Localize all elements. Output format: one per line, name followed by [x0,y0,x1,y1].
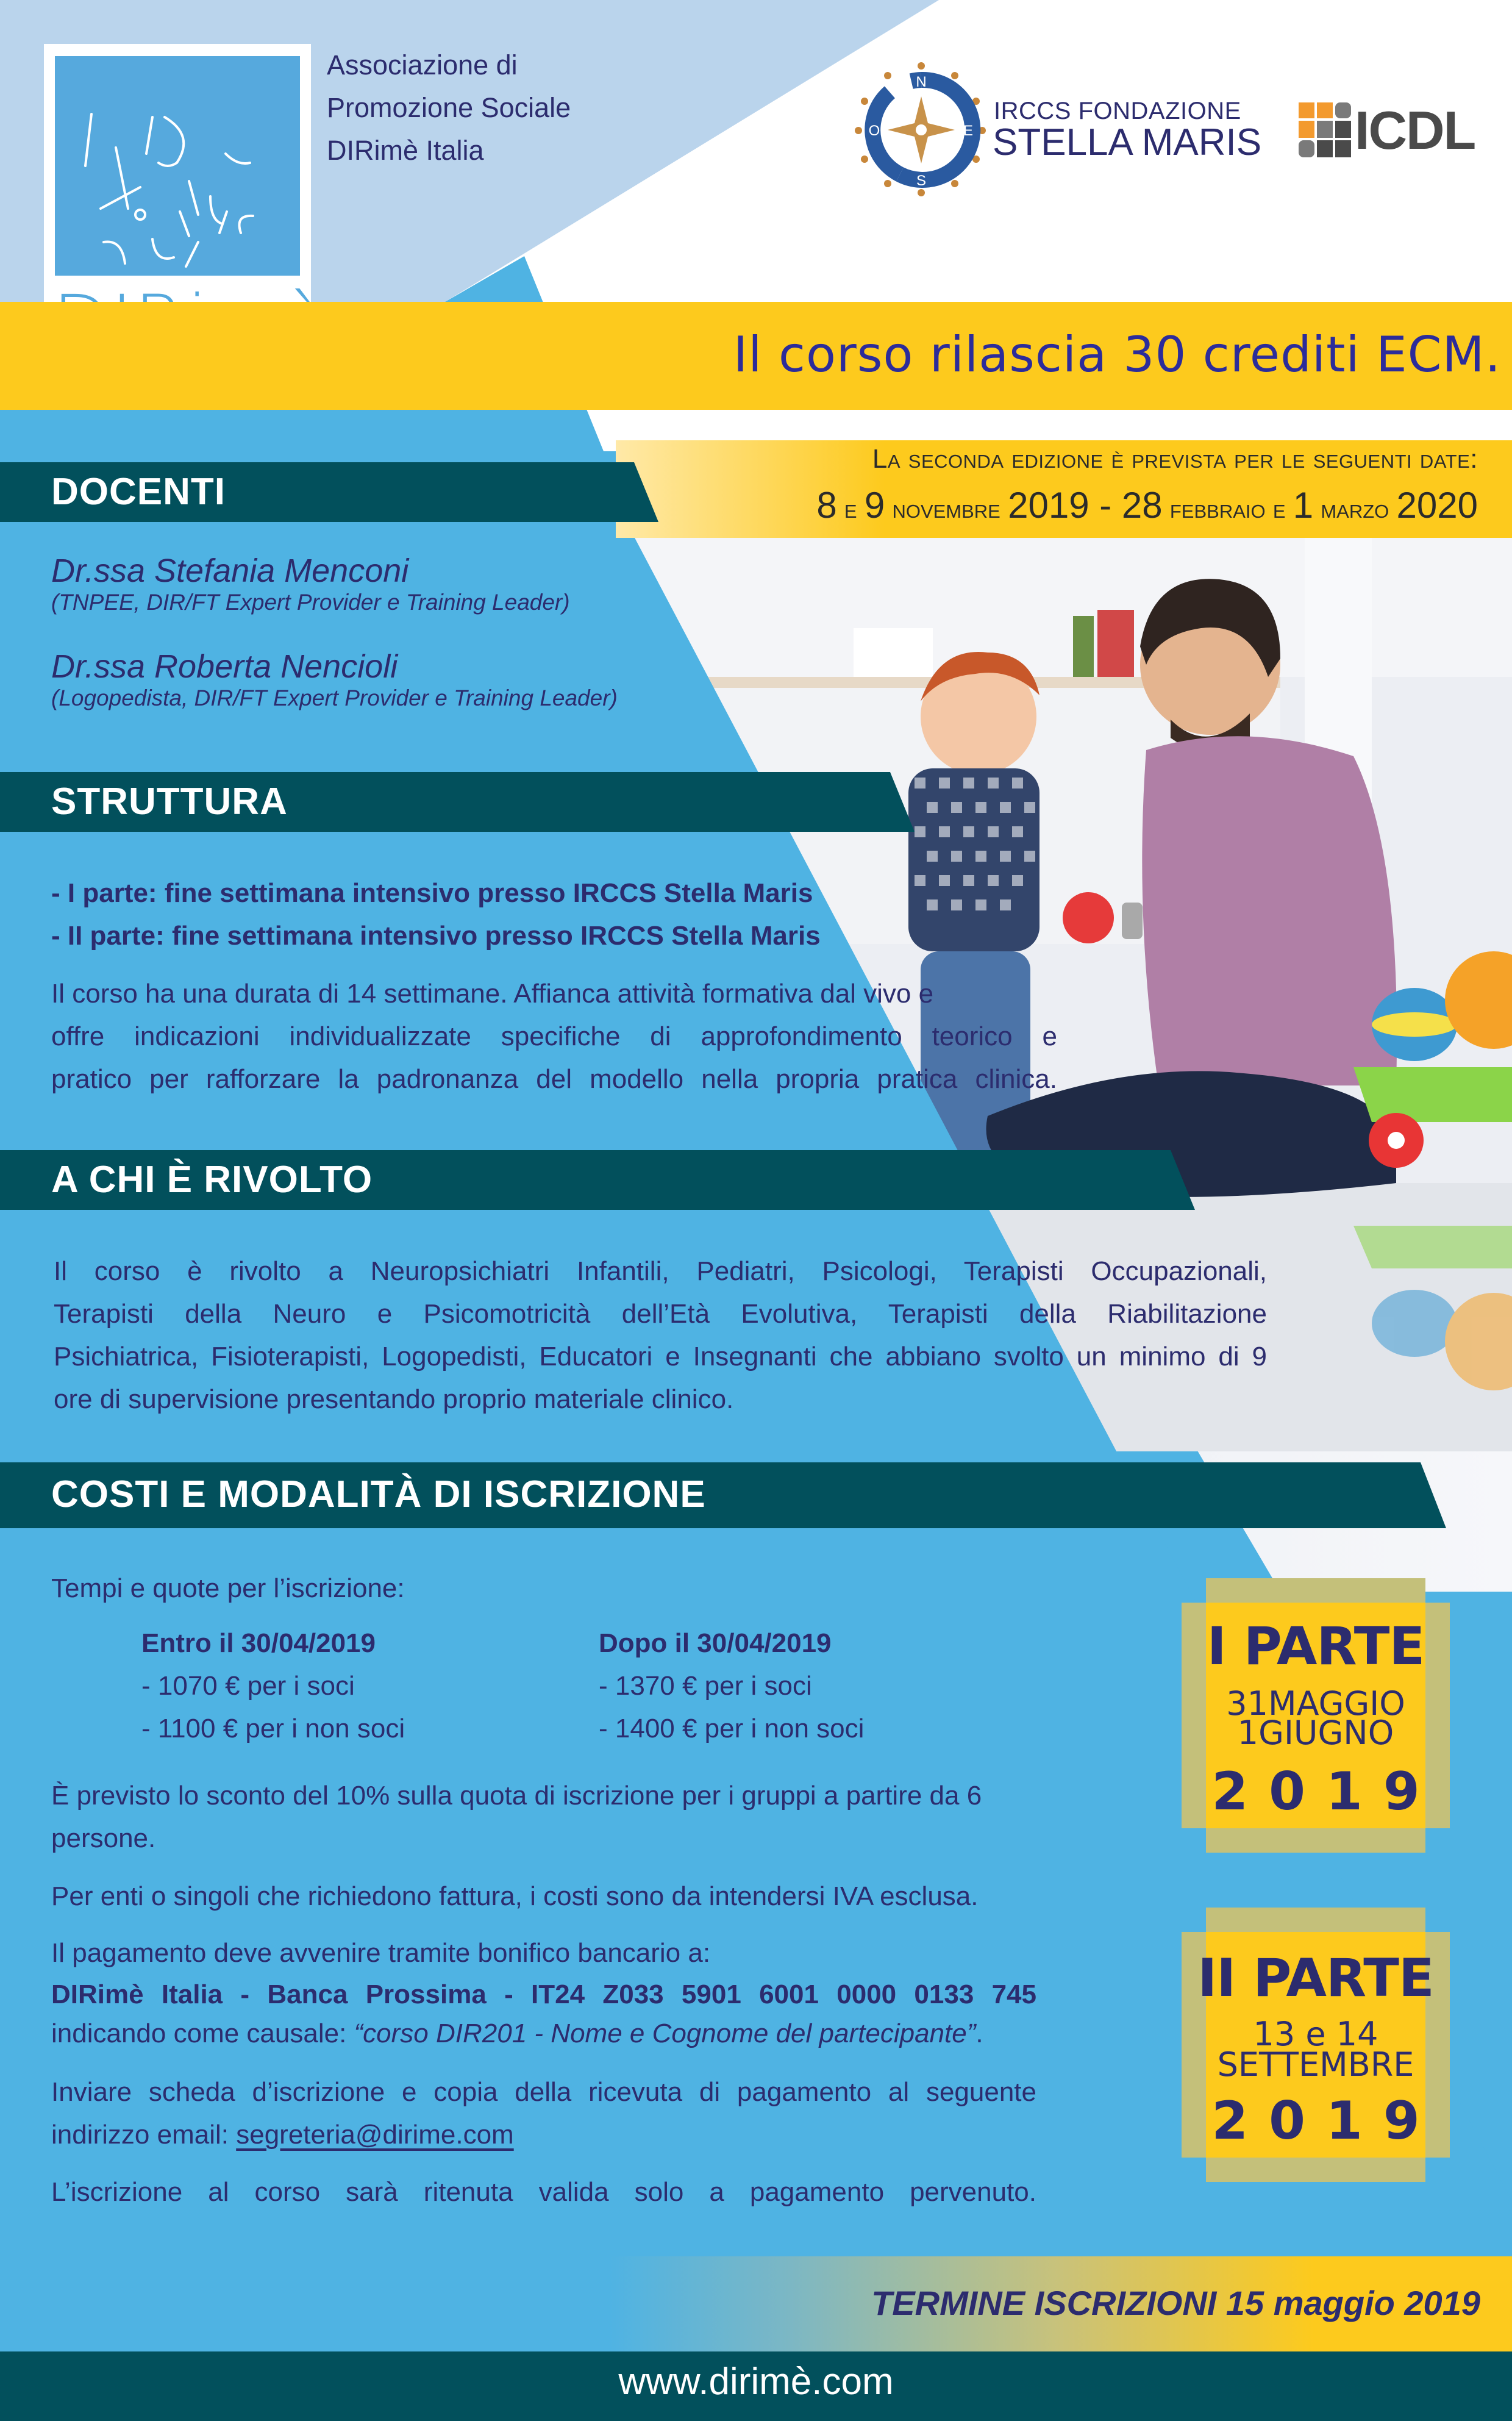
dates-segment: 2019 - 28 [1008,485,1163,526]
stella-maris-line2: STELLA MARIS [993,121,1262,163]
struttura-line: Il corso ha una durata di 14 settimane. Affianca attività formativa dal vivo e [51,979,934,1009]
rivolto-line: Psichiatrica, Fisioterapisti, Logopedisti, Educatori e Insegnanti che abbiano svolto un minimo di 9 [54,1342,1267,1371]
discount-line: È previsto lo sconto del 10% sulla quota di iscrizione per i gruppi a partire da 6 [51,1781,982,1811]
stella-maris-line1: IRCCS FONDAZIONE [994,98,1241,124]
icdl-wordmark: ICDL [1355,100,1475,160]
part-date-line: 31MAGGIO [1226,1684,1405,1723]
part-year: 2019 [1211,1761,1441,1822]
compass-letter-o: O [868,123,880,139]
email-link[interactable]: segreteria@dirime.com [236,2120,514,2150]
rivolto-line: Terapisti della Neuro e Psicomotricità dell’Età Evolutiva, Terapisti della Riabilitazione [54,1299,1267,1329]
validity-text: L’iscrizione al corso sarà ritenuta valida solo a pagamento pervenuto. [51,2177,1036,2207]
part-date-line: 13 e 14 [1253,2015,1378,2053]
costi-title: COSTI E MODALITÀ DI ISCRIZIONE [51,1473,706,1515]
email-prefix: indirizzo email: [51,2120,237,2150]
dates-title: La seconda edizione è prevista per le seguenti date: [872,444,1478,474]
logo-scribble-panel [55,56,300,276]
dates-segment: 9 [864,485,885,526]
part-title: II PARTE [1197,1948,1434,2009]
fee-row: - 1070 € per i soci [141,1671,355,1701]
causale-text [51,2012,983,2055]
iva-text: Per enti o singoli che richiedono fattura, i costi sono da intendersi IVA esclusa. [51,1881,979,1911]
docente-name: Dr.ssa Stefania Menconi [51,553,409,589]
deadline-text: TERMINE ISCRIZIONI 15 maggio 2019 [871,2284,1480,2322]
causale-value: “corso DIR201 - Nome e Cognome del partecipante” [354,2019,976,2048]
association-name [327,44,571,172]
association-line: Associazione di [327,49,518,80]
dates-segment: e [836,494,865,524]
part-date-line: SETTEMBRE [1217,2045,1414,2084]
website-link[interactable]: www.dirimè.com [618,2361,894,2403]
fee-column-heading: Dopo il 30/04/2019 [599,1628,832,1658]
docenti-title: DOCENTI [51,471,226,513]
fee-row: - 1100 € per i non soci [141,1714,405,1743]
dates-segment: febbraio e [1162,494,1293,524]
rivolto-text [54,1250,1267,1421]
struttura-line: offre indicazioni individualizzate specifiche di approfondimento teorico e [51,1021,1057,1051]
docente-role: (TNPEE, DIR/FT Expert Provider e Training Leader) [51,590,570,615]
struttura-item: - I parte: fine settimana intensivo presso IRCCS Stella Maris [51,878,813,908]
dates-line [816,484,1478,526]
dates-segment: 8 [816,485,837,526]
fee-row: - 1400 € per i non soci [599,1714,865,1743]
association-line: Promozione Sociale [327,92,571,123]
association-line: DIRimè Italia [327,135,484,166]
logo-scribble-icon [55,56,300,276]
dates-segment: 1 [1293,485,1314,526]
struttura-description [51,973,1057,1101]
compass-letter-e: E [963,123,974,139]
part-year: 2019 [1211,2090,1441,2151]
docente-name: Dr.ssa Roberta Nencioli [51,648,398,685]
compass-letter-n: N [916,74,927,90]
fee-column-late [599,1622,864,1750]
costi-intro: Tempi e quote per l’iscrizione: [51,1573,405,1603]
dates-segment: novembre [885,494,1008,524]
part-2-box [1182,1908,1450,2182]
fee-column-early [141,1622,405,1750]
ecm-banner-text: Il corso rilascia 30 crediti ECM. [733,326,1501,383]
struttura-item: - II parte: fine settimana intensivo presso IRCCS Stella Maris [51,921,821,951]
rivolto-line: ore di supervisione presentando proprio materiale clinico. [54,1384,734,1414]
compass-letter-s: S [916,173,927,189]
fee-row: - 1370 € per i soci [599,1671,812,1701]
docente-item [51,648,618,711]
docente-item [51,552,570,615]
dates-segment: 2020 [1396,485,1478,526]
bank-details: DIRimè Italia - Banca Prossima - IT24 Z033 5901 6001 0000 0133 745 [51,1979,1036,2009]
part-title: I PARTE [1207,1616,1425,1677]
send-line: Inviare scheda d’iscrizione e copia della ricevuta di pagamento al seguente [51,2077,1036,2107]
part-date-line: 1GIUGNO [1237,1714,1394,1752]
email-line [51,2114,514,2156]
causale-suffix: . [975,2019,983,2048]
dates-segment: marzo [1313,494,1397,524]
docente-role: (Logopedista, DIR/FT Expert Provider e Training Leader) [51,685,618,710]
icdl-grid-icon [1299,102,1353,159]
discount-text [51,1775,1039,1860]
discount-line: persone. [51,1823,156,1853]
fee-column-heading: Entro il 30/04/2019 [141,1628,376,1658]
stella-maris-compass-icon [851,59,991,199]
struttura-title: STRUTTURA [51,781,288,823]
causale-prefix: indicando come causale: [51,2019,354,2048]
rivolto-title: A CHI È RIVOLTO [51,1159,373,1201]
struttura-line: pratico per rafforzare la padronanza del modello nella propria pratica clinica. [51,1064,1057,1094]
rivolto-line: Il corso è rivolto a Neuropsichiatri Infantili, Pediatri, Psicologi, Terapisti Occupazionali, [54,1256,1267,1286]
part-1-box [1182,1578,1450,1853]
payment-intro: Il pagamento deve avvenire tramite bonifico bancario a: [51,1938,711,1968]
